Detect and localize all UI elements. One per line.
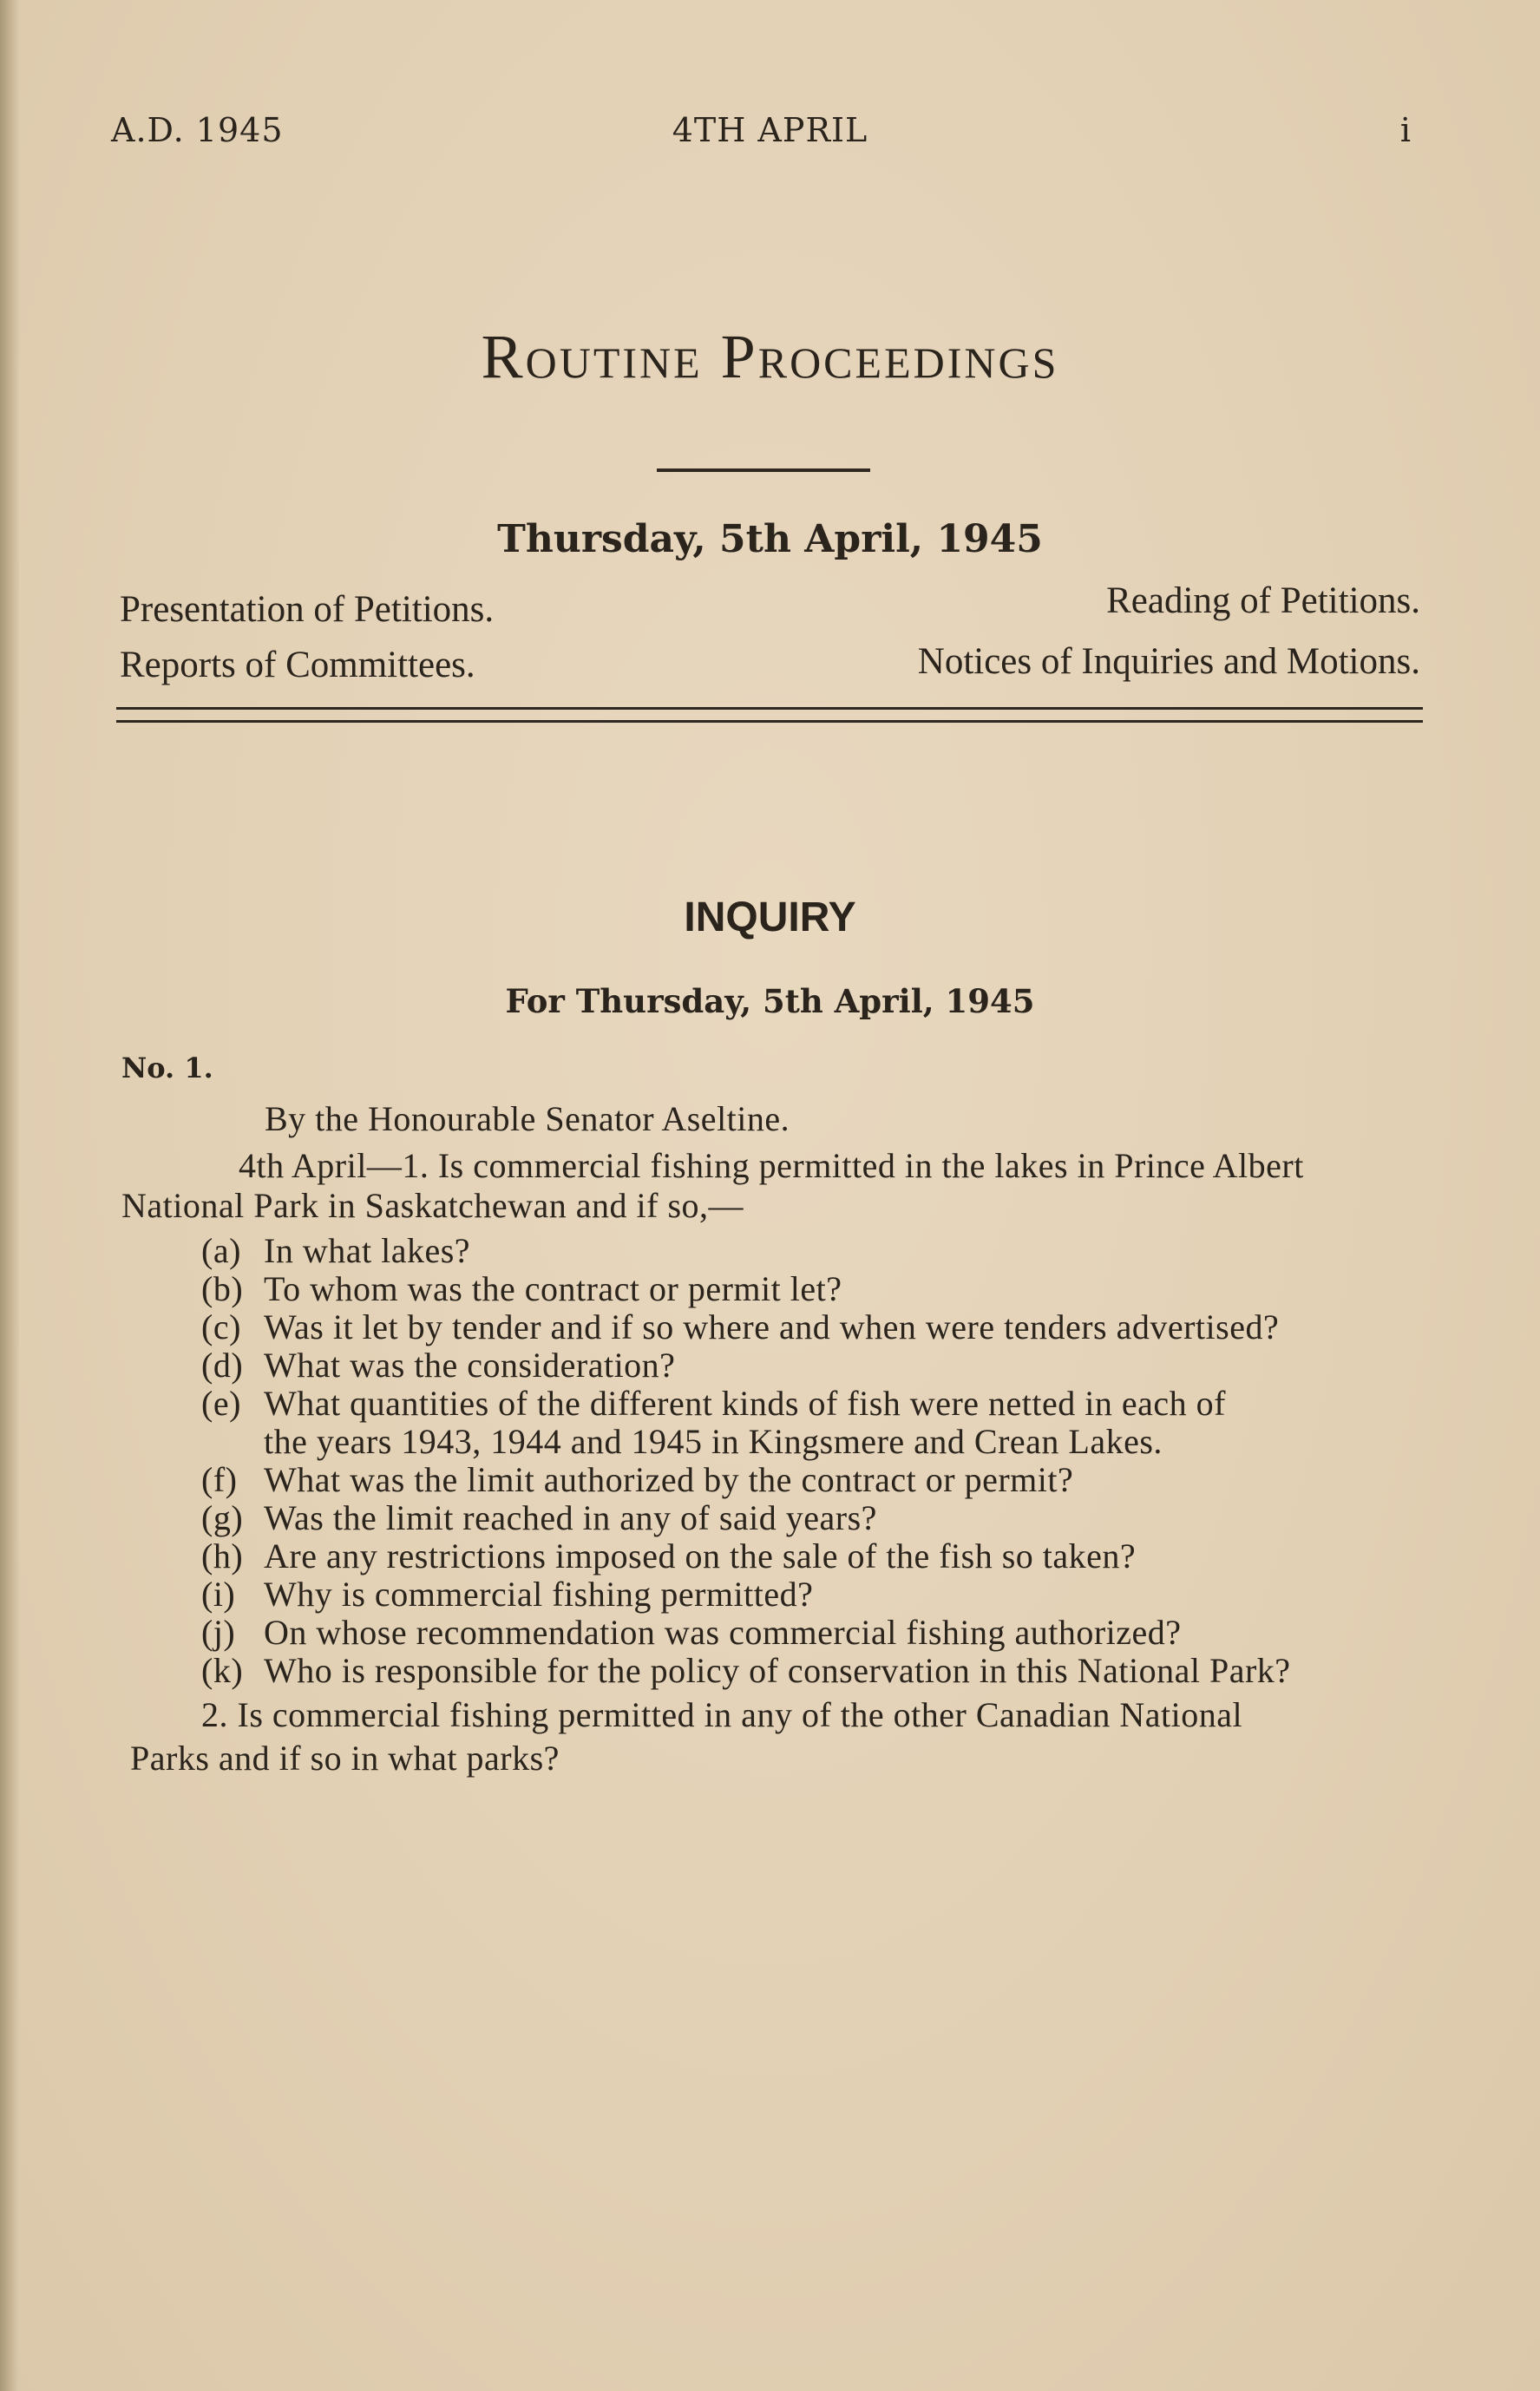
title-rule <box>657 468 870 472</box>
subitem-text: In what lakes? <box>264 1231 471 1270</box>
question-1-subitems <box>201 1232 1433 1690</box>
subitem <box>201 1346 1433 1385</box>
question-1-line-1: 4th April—1. Is commercial fishing permitted in the lakes in Prince Albert <box>239 1146 1304 1185</box>
subitem-letter: (a) <box>201 1231 241 1270</box>
inquiry-heading: INQUIRY <box>684 894 856 940</box>
subitem <box>201 1308 1433 1346</box>
proceeding-presentation-of-petitions: Presentation of Petitions. <box>120 589 495 630</box>
inquiry-date: For Thursday, 5th April, 1945 <box>505 982 1035 1020</box>
subitem-text: Was the limit reached in any of said years? <box>264 1498 877 1537</box>
subitem-text: What was the limit authorized by the contract or permit? <box>264 1460 1074 1499</box>
proceeding-reports-of-committees: Reports of Committees. <box>120 645 475 685</box>
page-number: i <box>1399 111 1412 149</box>
subitem <box>201 1385 1433 1423</box>
subitem-text: What quantities of the different kinds of fish were netted in each of <box>264 1384 1226 1423</box>
subitem <box>201 1232 1433 1270</box>
subitem-text: On whose recommendation was commercial fishing authorized? <box>264 1613 1182 1652</box>
subitem-text: What was the consideration? <box>264 1346 676 1385</box>
header-year: A.D. 1945 <box>111 111 284 149</box>
subitem-letter: (j) <box>201 1613 236 1652</box>
question-2-line-2: Parks and if so in what parks? <box>130 1739 560 1778</box>
header-date: 4TH APRIL <box>672 111 868 149</box>
subitem-letter: (f) <box>201 1460 238 1499</box>
subitem <box>201 1499 1433 1537</box>
subitem <box>201 1270 1433 1308</box>
subitem <box>201 1614 1433 1652</box>
subitem-text: Are any restrictions imposed on the sale of the fish so taken? <box>264 1536 1137 1575</box>
subitem-letter: (b) <box>201 1269 244 1308</box>
subitem-letter: (k) <box>201 1651 244 1690</box>
subitem-text: Who is responsible for the policy of conservation in this National Park? <box>264 1651 1291 1690</box>
subitem-letter: (d) <box>201 1346 244 1385</box>
date-heading: Thursday, 5th April, 1945 <box>497 517 1043 561</box>
subitem-letter: (e) <box>201 1384 241 1423</box>
subitem-letter: (i) <box>201 1575 236 1614</box>
subitem-text: To whom was the contract or permit let? <box>264 1269 842 1308</box>
question-1-line-2: National Park in Saskatchewan and if so,— <box>121 1186 744 1225</box>
proceeding-reading-of-petitions: Reading of Petitions. <box>1106 580 1420 621</box>
subitem-text: Was it let by tender and if so where and when were tenders advertised? <box>264 1307 1280 1346</box>
double-rule-divider <box>116 707 1423 723</box>
inquiry-byline: By the Honourable Senator Aseltine. <box>265 1099 790 1138</box>
proceeding-notices: Notices of Inquiries and Motions. <box>917 641 1420 682</box>
subitem <box>201 1537 1433 1575</box>
question-2-line-1: 2. Is commercial fishing permitted in any of the other Canadian National <box>201 1695 1243 1734</box>
subitem-continuation: the years 1943, 1944 and 1945 in Kingsmere and Crean Lakes. <box>264 1422 1163 1461</box>
subitem <box>201 1575 1433 1614</box>
inquiry-number: No. 1. <box>121 1051 213 1084</box>
subitem-text: Why is commercial fishing permitted? <box>264 1575 814 1614</box>
subitem-letter: (h) <box>201 1536 244 1575</box>
subitem-letter: (g) <box>201 1498 244 1537</box>
subitem-letter: (c) <box>201 1307 241 1346</box>
subitem <box>201 1652 1433 1690</box>
subitem <box>201 1461 1433 1499</box>
page-title: Routine Proceedings <box>481 322 1059 391</box>
